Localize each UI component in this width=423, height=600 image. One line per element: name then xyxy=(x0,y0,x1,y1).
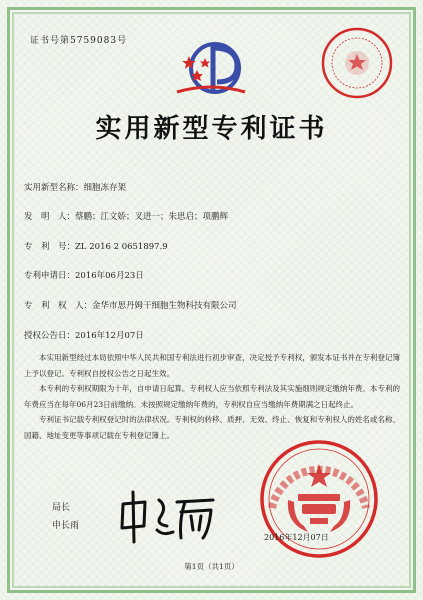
patent-number-label: 专 利 号： xyxy=(24,242,76,252)
grant-date-label: 授权公告日： xyxy=(24,331,76,341)
grant-date-value: 2016年12月07日 xyxy=(75,331,144,341)
filing-date-value: 2016年06月23日 xyxy=(75,271,144,281)
patent-office-logo xyxy=(175,36,247,98)
utility-name-value: 细胞冻存架 xyxy=(83,183,127,193)
top-right-seal xyxy=(320,26,394,100)
utility-name-label: 实用新型名称： xyxy=(24,183,84,193)
certificate-body xyxy=(24,350,400,443)
patent-number-value: ZL 2016 2 0651897.9 xyxy=(75,242,168,252)
filing-date-label: 专利申请日： xyxy=(24,271,76,281)
director-title: 局长 xyxy=(52,503,71,513)
grant-date-row xyxy=(24,329,144,341)
certificate-number: 证书号第5759083号 xyxy=(30,36,128,46)
patentee-row xyxy=(24,299,237,311)
director-name: 申长雨 xyxy=(52,521,80,531)
patentee-value: 金华市思丹姆干细胞生物科技有限公司 xyxy=(92,301,237,311)
body-paragraph: 本实用新型经过本局依照中华人民共和国专利法进行初步审查，决定授予专利权，颁发本证书并在专利登记簿上予以登记。专利权自授权公告之日起生效。 xyxy=(24,353,400,378)
patentee-label: 专 利 权 人： xyxy=(24,301,93,311)
page-number: 第1页（共1页） xyxy=(184,562,239,571)
filing-date-row xyxy=(24,269,144,281)
certificate-title: 实用新型专利证书 xyxy=(95,114,328,144)
utility-name-row xyxy=(24,181,126,193)
body-paragraph: 专利证书记载专利权登记时的法律状况。专利权的转移、质押、无效、终止、恢复和专利权人的姓名或名称、国籍、地址变更等事项记载在专利登记簿上。 xyxy=(24,415,400,440)
inventors-row xyxy=(24,210,228,222)
inventors-label: 发 明 人： xyxy=(24,212,76,222)
issue-date: 2016年12月07日 xyxy=(264,533,329,542)
director-signature xyxy=(115,486,220,546)
body-paragraph: 本专利的专利权期限为十年，自申请日起算。专利权人应当依照专利法及其实施细则规定缴纳年费。本专利的年费应当在每年06月23日前缴纳。未按照规定缴纳年费的，专利权自应当缴纳年费期满之日起终止。 xyxy=(24,384,400,409)
inventors-value: 蔡鹏；江文娇；叉进一；朱思启；项鹏辉 xyxy=(75,212,229,222)
patent-number-row xyxy=(24,240,168,252)
